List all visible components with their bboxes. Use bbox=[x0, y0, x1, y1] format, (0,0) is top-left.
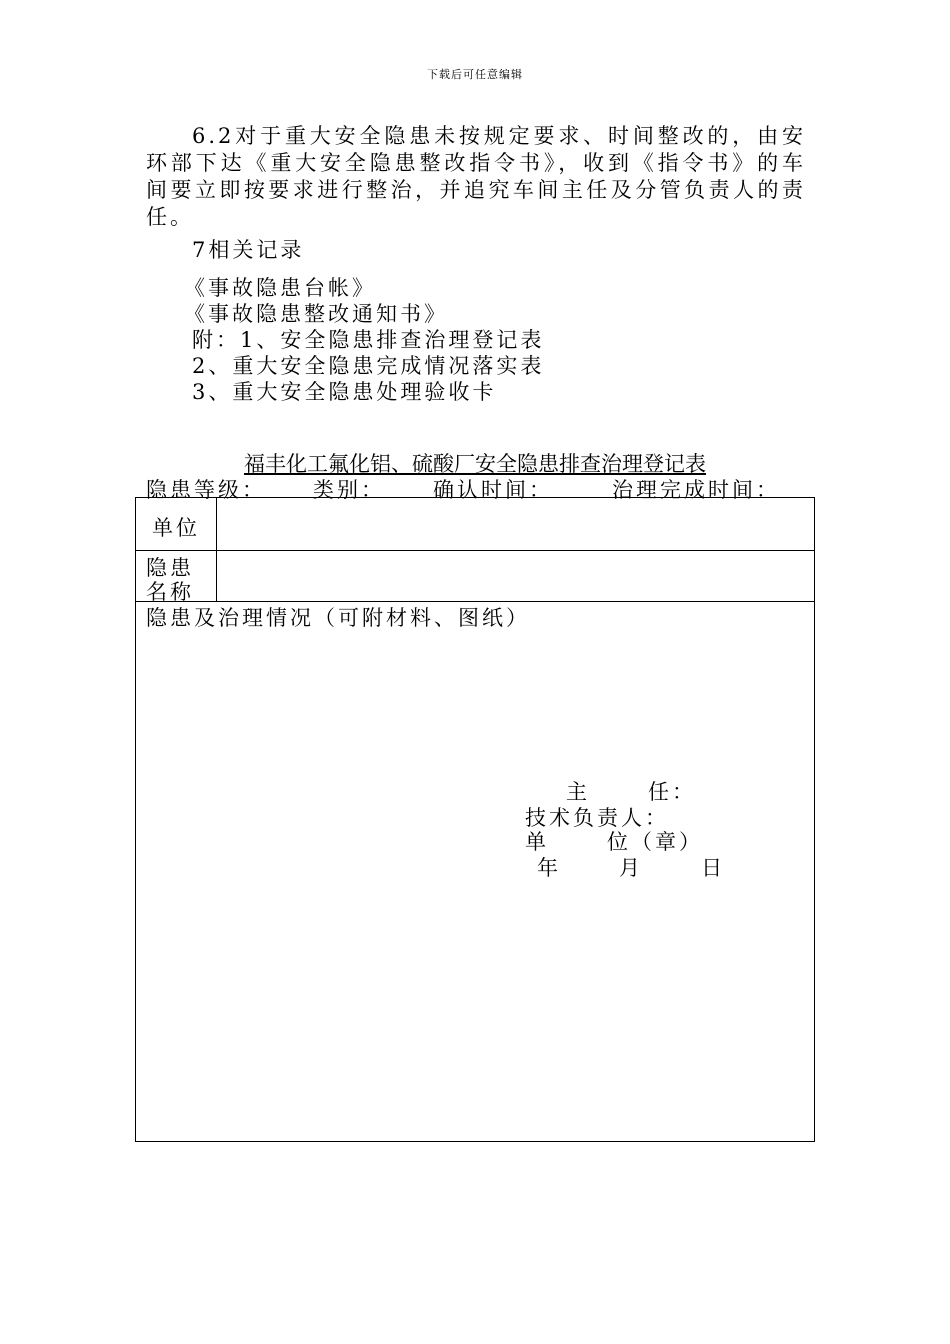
hazard-level-label: 隐患等级： bbox=[146, 478, 266, 502]
column-divider bbox=[216, 498, 217, 602]
appendix-item-2: 2、重大安全隐患完成情况落实表 bbox=[192, 354, 545, 378]
section-6-2-paragraph: 6.2对于重大安全隐患未按规定要求、时间整改的，由安环部下达《重大安全隐患整改指令书》，收到《指令书》的车间要立即按要求进行整治，并追究车间主任及分管负责人的责任。 bbox=[146, 124, 806, 229]
appendix-item-3: 3、重大安全隐患处理验收卡 bbox=[192, 380, 497, 404]
date-label: 年 月 日 bbox=[537, 856, 726, 880]
appendix-item-1: 附：1、安全隐患排查治理登记表 bbox=[192, 328, 545, 352]
confirm-time-label: 确认时间： bbox=[433, 478, 553, 502]
record-item-1: 《事故隐患台帐》 bbox=[184, 276, 376, 300]
complete-time-label: 治理完成时间： bbox=[612, 478, 780, 502]
hazard-detail-label: 隐患及治理情况（可附材料、图纸） bbox=[146, 606, 530, 630]
hazard-name-label-line2: 名称 bbox=[146, 580, 194, 604]
row-divider-1 bbox=[136, 550, 814, 551]
section-7-heading: 7相关记录 bbox=[192, 238, 305, 262]
category-label: 类别： bbox=[313, 478, 385, 502]
registration-form-table bbox=[135, 497, 815, 1142]
record-item-2: 《事故隐患整改通知书》 bbox=[184, 302, 448, 326]
hazard-name-label-line1: 隐患 bbox=[146, 556, 194, 580]
unit-label: 单位 bbox=[152, 516, 200, 540]
form-title: 福丰化工氟化铝、硫酸厂安全隐患排查治理登记表 bbox=[244, 452, 706, 476]
director-signature-label: 主 任： bbox=[566, 780, 697, 804]
tech-lead-signature-label: 技术负责人： bbox=[525, 806, 669, 830]
unit-seal-label: 单 位（章） bbox=[525, 830, 704, 854]
page-header: 下载后可任意编辑 bbox=[427, 68, 523, 81]
